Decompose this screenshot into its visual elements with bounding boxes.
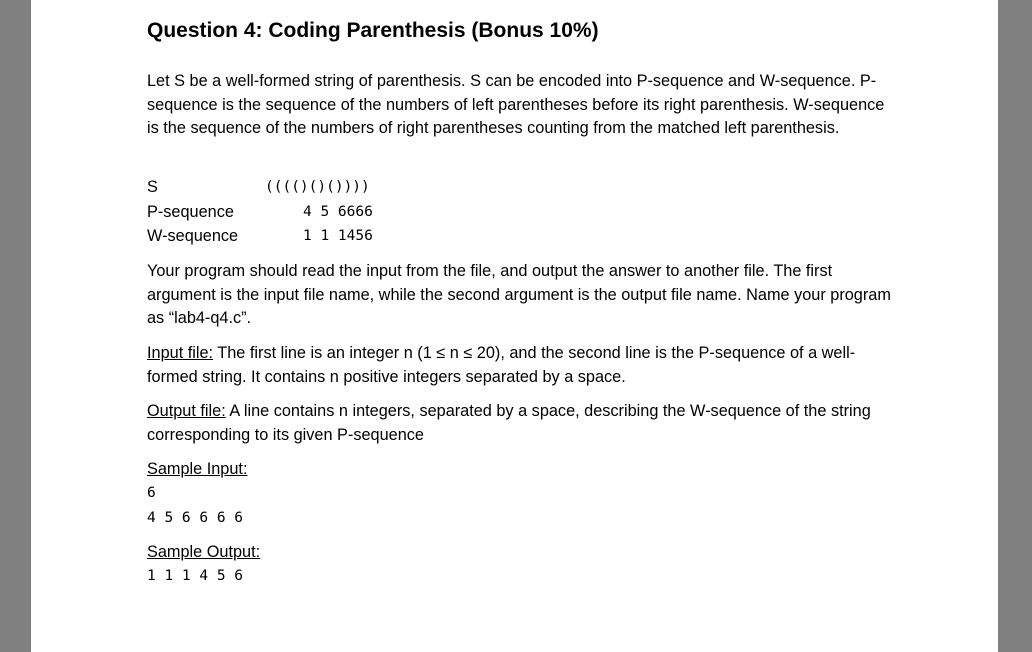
s-label: S bbox=[147, 178, 158, 196]
encoding-row-s bbox=[147, 175, 447, 199]
p-sequence-label: P-sequence bbox=[147, 203, 234, 221]
program-paragraph: Your program should read the input from the file, and output the answer to another file. The first argument is the input file name, while the second argument is the output file name. Name your program as “lab4-q4.c”. bbox=[147, 262, 891, 327]
input-file-paragraph bbox=[147, 342, 892, 389]
output-file-text: A line contains n integers, separated by a space, describing the W-sequence of the string corresponding to its given P-sequence bbox=[147, 402, 871, 444]
document-page bbox=[31, 0, 998, 652]
sample-output-sequence: 1 1 1 4 5 6 bbox=[147, 568, 244, 584]
sample-input-n: 6 bbox=[147, 485, 156, 501]
sample-input-heading: Sample Input: bbox=[147, 460, 248, 478]
sample-input-sequence: 4 5 6 6 6 6 bbox=[147, 510, 244, 526]
output-file-label: Output file: bbox=[147, 402, 226, 420]
intro-paragraph: Let S be a well-formed string of parenthesis. S can be encoded into P-sequence and W-sequence. P-sequence is the sequence of the numbers of left parentheses before its right parenthesis. W-sequence is the sequence of the numbers of right parentheses counting from the matched left parenthesis. bbox=[147, 72, 885, 137]
encoding-row-w bbox=[147, 224, 447, 248]
sample-output-heading: Sample Output: bbox=[147, 543, 261, 561]
question-title: Question 4: Coding Parenthesis (Bonus 10%) bbox=[147, 19, 599, 42]
input-file-text: The first line is an integer n (1 ≤ n ≤ 20), and the second line is the P-sequence of a well-formed string. It contains n positive integers separated by a space. bbox=[147, 344, 856, 386]
output-file-paragraph bbox=[147, 400, 892, 447]
w-sequence-label: W-sequence bbox=[147, 227, 239, 245]
s-value: (((()()()))) bbox=[265, 179, 370, 195]
input-file-label: Input file: bbox=[147, 344, 214, 362]
w-sequence-value: 1 1 1456 bbox=[303, 228, 373, 244]
encoding-row-p bbox=[147, 200, 447, 224]
p-sequence-value: 4 5 6666 bbox=[303, 204, 373, 220]
